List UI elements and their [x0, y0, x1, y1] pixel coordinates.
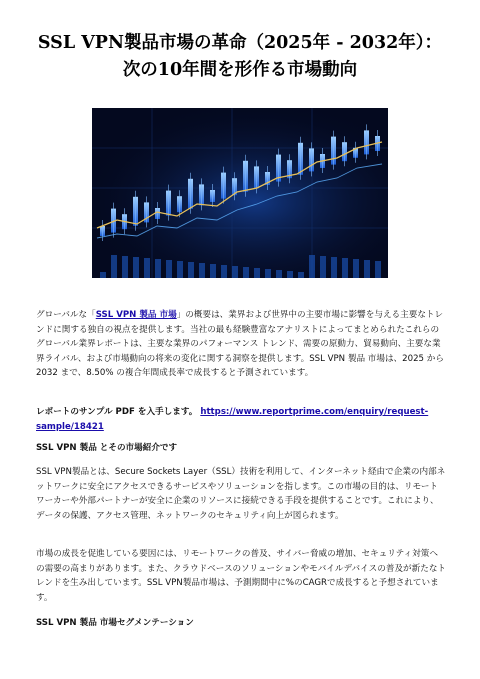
- volume-bar: [133, 257, 139, 278]
- volume-bar: [276, 270, 282, 278]
- volume-bar: [111, 255, 117, 278]
- volume-bar: [243, 267, 249, 278]
- volume-bar: [122, 256, 128, 278]
- market-growth-paragraph: 市場の成長を促進している要因には、リモートワークの普及、サイバー脅威の増加、セキュリティ対策への需要の高まりがあります。また、クラウドベースのソリューションやモバイルデバイスの普及が新たなトレンドを生み出しています。SSL VPN製品市場は、予測期間中に%のCAGRで成長すると予想されています。: [36, 549, 447, 603]
- volume-bar: [375, 261, 381, 278]
- volume-bar: [265, 269, 271, 278]
- volume-bar: [221, 265, 227, 278]
- volume-bar: [144, 258, 150, 278]
- sample-request: [36, 405, 446, 434]
- volume-bar: [287, 271, 293, 278]
- volume-bar: [309, 255, 315, 278]
- hero-image: [92, 108, 388, 278]
- sample-link[interactable]: https://www.reportprime.com/enquiry/request-sample/18421: [36, 407, 429, 432]
- volume-bar: [188, 262, 194, 278]
- volume-bar: [353, 259, 359, 278]
- intro-paragraph: グローバルな「SSL VPN 製品 市場」の概要は、業界および世界中の主要市場に影響を与える主要なトレンドに関する独自の視点を提供します。当社の最も経験豊富なアナリストによってまとめられたこれらのグローバル業界レポートは、主要な業界のパフォーマンス トレンド、需要の原動力、貿易動向、主要な業界ライバル、および市場動向の将来の変化に関する洞察を提供します。SSL VPN 製品 市場は、2025 から 2032 まで、8.50% の複合年間成長率で成長すると予測されています。: [36, 310, 444, 379]
- volume-bar: [320, 256, 326, 278]
- product-description-paragraph: SSL VPN製品とは、Secure Sockets Layer（SSL）技術を利用して、インターネット経由で企業の内部ネットワークに安全にアクセスできるサービスやソリューションを指します。この市場の目的は、リモートワーカーや外部パートナーが安全に企業のリソースに接続できる手段を提供することです。これにより、データの保護、アクセス管理、ネットワークのセキュリティ向上が図られます。: [36, 467, 446, 521]
- sample-label: レポートのサンプル PDF を入手します。: [36, 407, 198, 417]
- volume-bar: [155, 259, 161, 278]
- volume-bar: [100, 272, 106, 278]
- document-title: [20, 30, 460, 84]
- volume-bar: [342, 258, 348, 278]
- volume-bar: [210, 264, 216, 278]
- title-line-1: SSL VPN製品市場の革命（2025年 - 2032年）：: [37, 33, 443, 53]
- market-link[interactable]: SSL VPN 製品 市場: [95, 310, 177, 320]
- volume-bar: [364, 260, 370, 278]
- volume-bar: [199, 263, 205, 278]
- volume-bar: [177, 261, 183, 278]
- stock-chart-illustration: [92, 108, 388, 278]
- title-line-2: 次の10年間を形作る市場動向: [122, 60, 358, 80]
- volume-bar: [232, 266, 238, 278]
- section-heading-segmentation: SSL VPN 製品 市場セグメンテーション: [36, 618, 194, 628]
- volume-bar: [298, 272, 304, 278]
- volume-bar: [254, 268, 260, 278]
- section-heading-intro: SSL VPN 製品 とその市場紹介です: [36, 443, 178, 453]
- volume-bar: [331, 257, 337, 278]
- volume-bar: [166, 260, 172, 278]
